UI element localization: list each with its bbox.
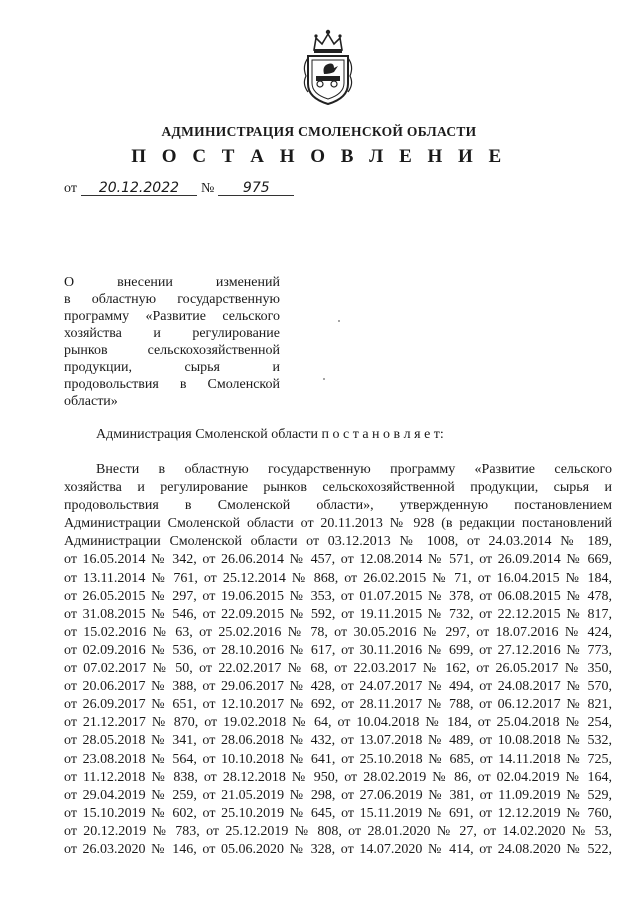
date-prefix: от [64,181,77,196]
body-line: от 15.10.2019 № 602, от 25.10.2019 № 645, от 15.11.2019 № 691, от 12.12.2019 № 760, [64,805,612,821]
scan-speck [323,378,325,380]
decree-line: Администрация Смоленской области п о с т а н о в л я е т: [96,427,444,442]
body-line: продовольствия в Смоленской области», утвержденную постановлением [64,498,612,514]
document-type-title: П О С Т А Н О В Л Е Н И Е [131,146,507,167]
number-sign: № [200,181,215,196]
body-line: Администрации Смоленской области от 03.12.2013 № 1008, от 24.03.2014 № 189, [64,534,612,550]
body-line: от 16.05.2014 № 342, от 26.06.2014 № 457, от 12.08.2014 № 571, от 26.09.2014 № 669, [64,552,612,568]
subject-line: О внесении изменений [64,275,280,290]
subject-line: хозяйства и регулирование [64,326,280,341]
organization-title: АДМИНИСТРАЦИЯ СМОЛЕНСКОЙ ОБЛАСТИ [161,124,477,139]
document-date-line [64,181,294,197]
document-date: 20.12.2022 [81,181,197,196]
body-line: от 13.11.2014 № 761, от 25.12.2014 № 868, от 26.02.2015 № 71, от 16.04.2015 № 184, [64,570,612,586]
subject-line: продукции, сырья и [64,360,280,375]
subject-line: рынков сельскохозяйственной [64,343,280,358]
body-line: от 26.09.2017 № 651, от 12.10.2017 № 692, от 28.11.2017 № 788, от 06.12.2017 № 821, [64,697,612,713]
document-body [64,461,612,859]
body-line: Администрации Смоленской области от 20.11.2013 № 928 (в редакции постановлений [64,516,612,532]
body-line: от 28.05.2018 № 341, от 28.06.2018 № 432, от 13.07.2018 № 489, от 10.08.2018 № 532, [64,733,612,749]
subject-line: в областную государственную [64,292,280,307]
subject-line: программу «Развитие сельского [64,309,280,324]
body-line: от 07.02.2017 № 50, от 22.02.2017 № 68, от 22.03.2017 № 162, от 26.05.2017 № 350, [64,661,612,677]
body-line: от 02.09.2016 № 536, от 28.10.2016 № 617, от 30.11.2016 № 699, от 27.12.2016 № 773, [64,642,612,658]
body-line: от 26.05.2015 № 297, от 19.06.2015 № 353, от 01.07.2015 № 378, от 06.08.2015 № 478, [64,588,612,604]
scan-speck [338,320,340,322]
body-line: от 11.12.2018 № 838, от 28.12.2018 № 950, от 28.02.2019 № 86, от 02.04.2019 № 164, [64,769,612,785]
body-line: от 29.04.2019 № 259, от 21.05.2019 № 298, от 27.06.2019 № 381, от 11.09.2019 № 529, [64,787,612,803]
body-line: от 23.08.2018 № 564, от 10.10.2018 № 641, от 25.10.2018 № 685, от 14.11.2018 № 725, [64,751,612,767]
document-number: 975 [218,181,294,196]
smolensk-coat-of-arms-icon [300,26,356,106]
body-line: от 31.08.2015 № 546, от 22.09.2015 № 592, от 19.11.2015 № 732, от 22.12.2015 № 817, [64,606,612,622]
subject-line: области» [64,394,118,409]
body-line: Внести в областную государственную программу «Развитие сельского [96,462,612,477]
document-subject [64,274,280,410]
body-line: хозяйства и регулирование рынков сельскохозяйственной продукции, сырья и [64,480,612,496]
subject-line: продовольствия в Смоленской [64,377,280,392]
body-line: от 26.03.2020 № 146, от 05.06.2020 № 328, от 14.07.2020 № 414, от 24.08.2020 № 522, [64,841,612,857]
body-line: от 20.06.2017 № 388, от 29.06.2017 № 428, от 24.07.2017 № 494, от 24.08.2017 № 570, [64,679,612,695]
body-line: от 21.12.2017 № 870, от 19.02.2018 № 64, от 10.04.2018 № 184, от 25.04.2018 № 254, [64,715,612,731]
body-line: от 15.02.2016 № 63, от 25.02.2016 № 78, от 30.05.2016 № 297, от 18.07.2016 № 424, [64,624,612,640]
body-line: от 20.12.2019 № 783, от 25.12.2019 № 808, от 28.01.2020 № 27, от 14.02.2020 № 53, [64,823,612,839]
